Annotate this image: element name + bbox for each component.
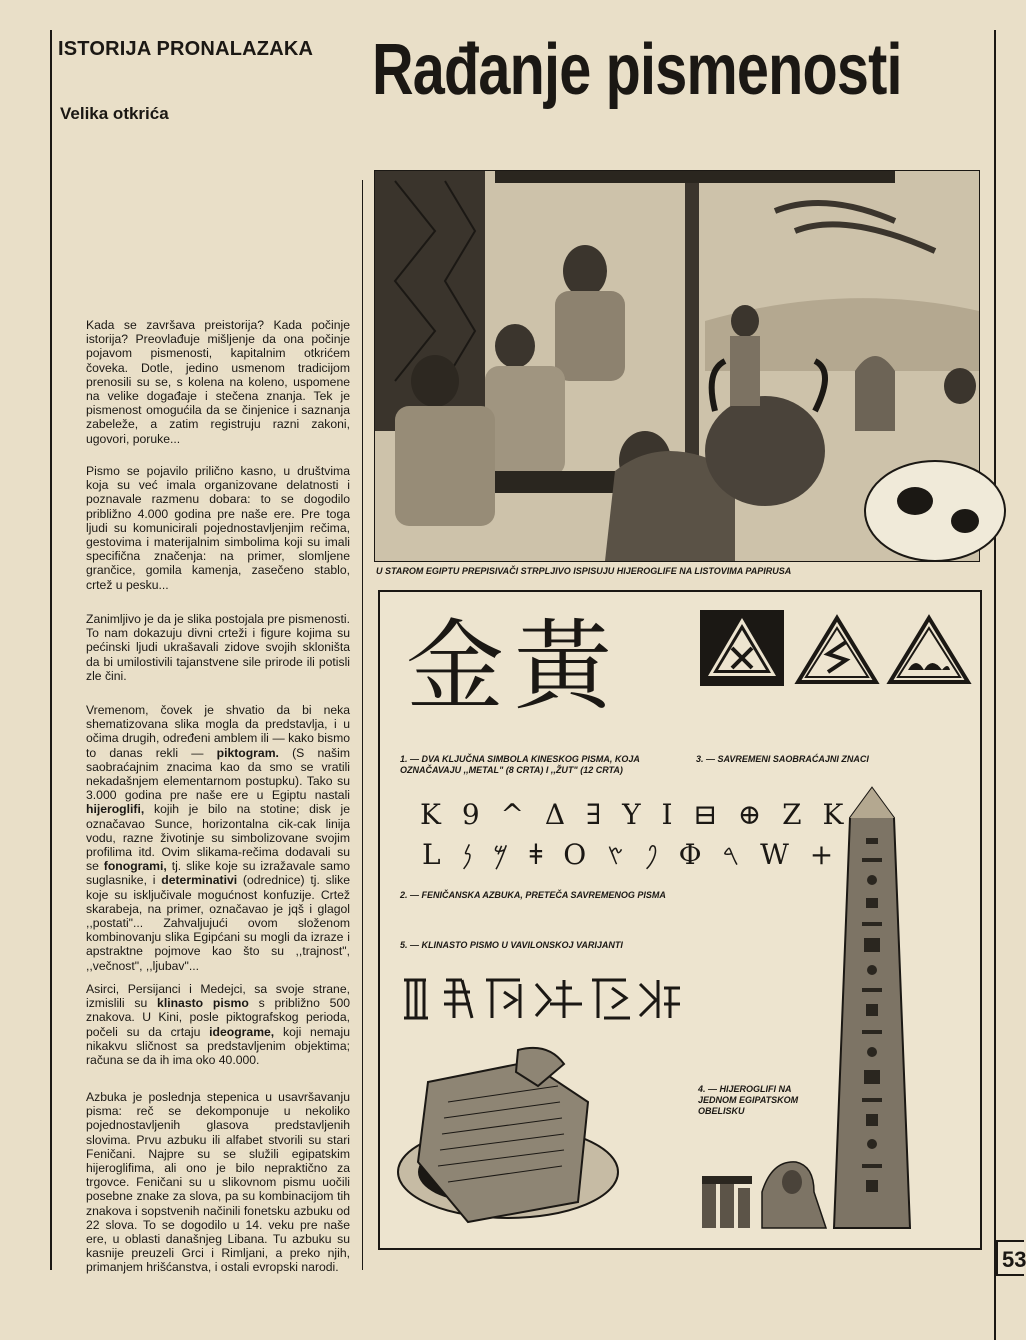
section-subtitle: Velika otkrića [60, 104, 169, 123]
label-obelisk: 4. — HIJEROGLIFI NA JEDNOM EGIPATSKOM OBELISKU [698, 1084, 799, 1116]
traffic-sign-crossroad-icon [700, 610, 784, 686]
obelisk-illustration [832, 788, 912, 1228]
p4-text-a: Vremenom, čovek je shvatio da bi neka shematizovana slika mogla da predstavlja, i u očima drugih, određeni amblem ili — kako bismo to danas rekli — [86, 703, 350, 760]
scribes-scene-drawing [375, 171, 979, 561]
left-rule [50, 30, 52, 1270]
series-title: ISTORIJA PRONALAZAKA [58, 38, 314, 60]
paragraph-3: Zanimljivo je da je slika postojala pre pismenosti. To nam dokazuju divni crteži i figure kojima su pećinski ljudi ukrašavali zidove svojih skloništa da bi umilostivili tajanstvene sile prirode ili potisli zle čini. [86, 612, 350, 683]
paragraph-5 [86, 982, 350, 1067]
column-rule [362, 180, 363, 1270]
p4-text-b: (S našim saobraćajnim znacima kao da smo se vratili nekadašnjem elementarnom postupku). Tako su 3.000 godina pre naše ere u Egiptu nastali [86, 745, 351, 803]
term-piktogram: piktogram. [216, 745, 279, 760]
traffic-sign-bumpy-road-icon [886, 614, 972, 686]
egyptian-scribes-illustration [374, 170, 980, 562]
paragraph-6: Azbuka je poslednja stepenica u usavršavanju pisma: reč se dekomponuje u nekoliko pojednostavljenih glasova predstavljenih slovima. Prvu azbuku ili alfabet stvorili su stari Feničani. Najpre su se služili egipatskim hijeroglifima, ali ono je bilo nepraktično za trgovce. Feničani su u slikovnom pismu uočili posebne znake za slova, pa su kombinacijom tih znakova i sopstvenih načinili fonetsku azbuku od 22 slova. To se dogodilo u 14. veku pre naše ere, u oblasti današnjeg Libana. Tu azbuku su kasnije preuzeli Grci i Rimljani, a preko njih, primanjem hrišćanstva, i ostali evropski narodi. [86, 1090, 350, 1275]
p4-text-e: (odrednice) tj. slike koje su isključivale mogućnost konfuzije. Crtež skarabeja, na primer, označavao je jqš i glagol ,,postati"... Zahvaljujući ovom složenom kombinovanju slika Egipćani su mogli da izraze i apstraktne pojmove kao što su ,,trajnost", ,,večnost", ,,ljubav"... [86, 873, 351, 973]
phoenician-row-1: K 9 ^ Δ ∃ Y I ⊟ ⊕ Z K [420, 798, 850, 831]
right-rule [994, 30, 996, 1340]
label-traffic-signs: 3. — SAVREMENI SAOBRAĆAJNI ZNACI [696, 754, 869, 764]
paragraph-2: Pismo se pojavilo prilično kasno, u društvima koja su već imala organizovane delatnosti i poznavale razmenu dobara: to se dogodilo približno 4.000 godina pre naše ere. Pre toga ljudi su komunicirali pojednostavljenjim rečima, gestovima i materijalnim simbolima koji su imali specifična značenja: na primer, slomljene grančice, gomila kamenja, zasečeno stablo, crtež u pesku... [86, 464, 350, 592]
paragraph-1: Kada se završava preistorija? Kada počinje istorija? Preovlađuje mišljenje da ona počinje pojavom pismenosti, kapitalnim otkrićem čoveka. Dotle, jedino usmenom tradicijom prenosili su se, s kolena na koleno, uspomene na velike događaje i stečena znanja. Tek je pismenost omogućila da se činjenice i saznanja zabeleže, a zatim registruju razni zakoni, ugovori, poruke... [86, 318, 350, 446]
headline: Rađanje pismenosti [372, 30, 902, 110]
term-klinasto-pismo: klinasto pismo [157, 996, 249, 1011]
cuneiform-script [400, 974, 684, 1024]
phoenician-row-2: L 𐤌 𐤍 ǂ O 𐤐 𐤑 Φ 𐤓 W + [422, 838, 840, 871]
term-fonogrami: fonogrami, [103, 859, 167, 874]
p5-text-b: s približno 500 znakova. U Kini, posle piktografskog perioda, počeli su da crtaju [86, 996, 350, 1039]
p4-text-c: kojih je bilo na stotine; disk je označavao Sunce, horizontalna cik-cak linija vodu, razne životinje su simbolizovane svojim profilima itd. Ovim slikama-rečima dodavali su se [86, 802, 350, 874]
page-number: 53 [996, 1240, 1024, 1276]
term-ideogrami: ideograme, [209, 1024, 275, 1039]
label-cuneiform: 5. — KLINASTO PISMO U VAVILONSKOJ VARIJANTI [400, 940, 623, 950]
chinese-characters: 金黃 [406, 610, 623, 724]
term-hijeroglifi: hijeroglifi, [86, 802, 145, 817]
p5-text-c: koji nemaju nikakvu sličnost sa predstavljenim objektima; računa se da ih ima oko 40.000. [86, 1024, 351, 1068]
traffic-sign-curve-icon [794, 614, 880, 686]
p5-text-a: Asirci, Persijanci i Medejci, sa svoje strane, izmislili su [86, 982, 350, 1011]
label-phoenician: 2. — FENIČANSKA AZBUKA, PRETEČA SAVREMENOG PISMA [400, 890, 666, 900]
p4-text-d: tj. slike koje su izražavale samo suglasnike, i [86, 859, 351, 888]
sphinx-and-temple-illustration [702, 1152, 826, 1232]
term-determinativi: determinativi [161, 873, 238, 888]
paragraph-4 [86, 703, 350, 973]
label-chinese: 1. — DVA KLJUČNA SIMBOLA KINESKOG PISMA, KOJA OZNAČAVAJU ,,METAL" (8 CRTA) I ,,ŽUT" (12 CRTA) [400, 754, 640, 775]
scripts-panel [378, 590, 982, 1250]
photo-caption: U STAROM EGIPTU PREPISIVAČI STRPLJIVO ISPISUJU HIJEROGLIFE NA LISTOVIMA PAPIRUSA [376, 566, 792, 576]
clay-tablet-illustration [408, 1042, 628, 1232]
